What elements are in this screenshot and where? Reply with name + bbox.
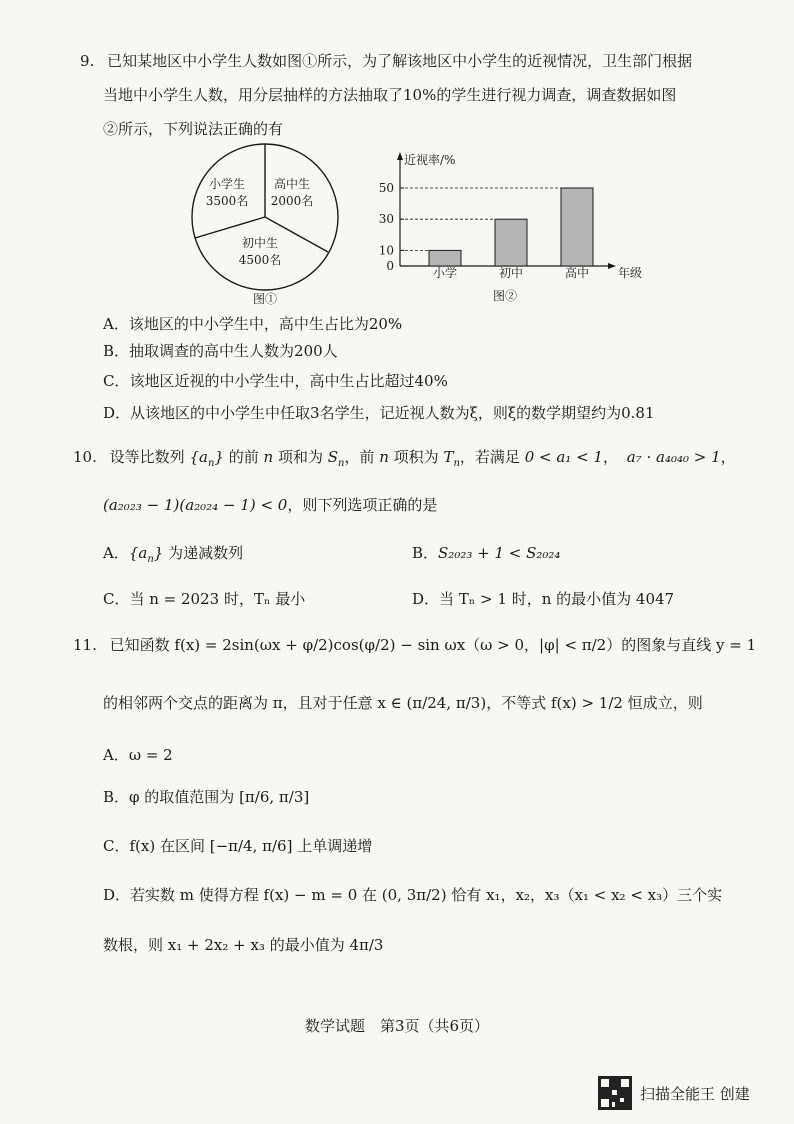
q10-condition-2: a₇ · a₄₀₄₀ > 1 (626, 448, 721, 466)
q9-option-c[interactable]: C．该地区近视的中小学生中，高中生占比超过40% (103, 372, 448, 390)
watermark-brand: 扫描全能王 创建 (640, 1085, 750, 1103)
q11-stem-line1: 11. 已知函数 f(x) = 2sin(ωx + φ/2)cos(φ/2) − sin ωx（ω > 0，|φ| < π/2）的图象与直线 y = 1 (73, 636, 757, 654)
fig1-caption: 图① (252, 292, 278, 306)
x-tick-label: 高中 (564, 266, 590, 280)
q11-stem-line2: 的相邻两个交点的距离为 π，且对于任意 x ∈ (π/24, π/3)，不等式 f(x) > 1/2 恒成立，则 (103, 694, 703, 712)
q9-number: 9. (80, 52, 95, 70)
y-tick-label: 10 (378, 243, 394, 258)
q10-condition-1: 0 < a₁ < 1 (524, 448, 603, 466)
q11-option-d-line2: 数根，则 x₁ + 2x₂ + x₃ 的最小值为 4π/3 (103, 936, 384, 954)
fig2-caption: 图② (492, 289, 518, 303)
pie-label-middle: 初中生 (241, 236, 279, 250)
q9-option-a[interactable]: A．该地区的中小学生中，高中生占比为20% (103, 315, 403, 333)
y-tick-label: 50 (378, 181, 394, 195)
q9-stem-line1: 9. 已知某地区中小学生人数如图①所示，为了解该地区中小学生的近视情况，卫生部门根据 (80, 52, 693, 70)
q10-number: 10. (73, 448, 97, 466)
q10-option-a[interactable]: A．$\{a_n\}$ 为递减数列 (103, 544, 244, 565)
y-tick-label: 0 (386, 259, 394, 273)
pie-divider-left (195, 217, 265, 238)
q9-stem-line2: 当地中小学生人数，用分层抽样的方法抽取了10%的学生进行视力调查，调查数据如图 (103, 86, 677, 104)
q11-number: 11. (73, 636, 97, 654)
pie-count-high: 2000名 (270, 194, 314, 208)
q11-option-d-line1[interactable]: D．若实数 m 使得方程 f(x) − m = 0 在 (0, 3π/2) 恰有 x₁，x₂，x₃（x₁ < x₂ < x₃）三个实 (103, 886, 723, 904)
y-tick-label: 30 (378, 212, 394, 227)
q10-sequence: $\{a_n\}$ (189, 448, 224, 469)
q10-stem-line1: 10. 设等比数列 $\{a_n\}$ 的前 n 项和为 $S_n$，前 n 项积为 $T_n$，若满足 0 < a₁ < 1， a₇ · a₄₀₄₀ > 1， (73, 448, 736, 469)
y-axis-arrow (397, 152, 403, 160)
pie-label-primary: 小学生 (208, 177, 246, 191)
q10-option-b[interactable]: B．S₂₀₂₃ + 1 < S₂₀₂₄ (412, 544, 561, 562)
bar-chart (370, 148, 660, 308)
y-axis-label: 近视率/% (404, 153, 456, 167)
bar-高中 (561, 188, 593, 266)
q10-option-d[interactable]: D．当 Tₙ > 1 时，n 的最小值为 4047 (412, 590, 675, 608)
x-axis-label: 年级 (618, 266, 643, 280)
page-footer: 数学试题 第3页（共6页） (304, 1017, 490, 1035)
x-axis-arrow (608, 263, 616, 269)
pie-label-high: 高中生 (273, 177, 311, 191)
q10-condition-3: (a₂₀₂₃ − 1)(a₂₀₂₄ − 1) < 0 (103, 496, 288, 514)
pie-chart (185, 140, 345, 310)
q11-option-b[interactable]: B．φ 的取值范围为 [π/6, π/3] (103, 788, 310, 806)
q9-option-d[interactable]: D．从该地区的中小学生中任取3名学生，记近视人数为ξ，则ξ的数学期望约为0.81 (103, 404, 655, 422)
q9-stem-line3: ②所示，下列说法正确的有 (103, 120, 284, 138)
pie-count-middle: 4500名 (238, 253, 282, 267)
q10-option-c[interactable]: C．当 n = 2023 时，Tₙ 最小 (103, 590, 306, 608)
qr-code-icon (598, 1076, 632, 1110)
bar-初中 (495, 219, 527, 266)
q11-option-a[interactable]: A．ω = 2 (103, 746, 173, 764)
pie-count-primary: 3500名 (205, 194, 249, 208)
q11-option-c[interactable]: C．f(x) 在区间 [−π/4, π/6] 上单调递增 (103, 837, 373, 855)
x-tick-label: 初中 (498, 266, 524, 280)
x-tick-label: 小学 (432, 266, 458, 280)
q10-stem-line2: (a₂₀₂₃ − 1)(a₂₀₂₄ − 1) < 0，则下列选项正确的是 (103, 496, 438, 514)
bar-小学 (429, 250, 461, 266)
q9-option-b[interactable]: B．抽取调查的高中生人数为200人 (103, 342, 338, 360)
